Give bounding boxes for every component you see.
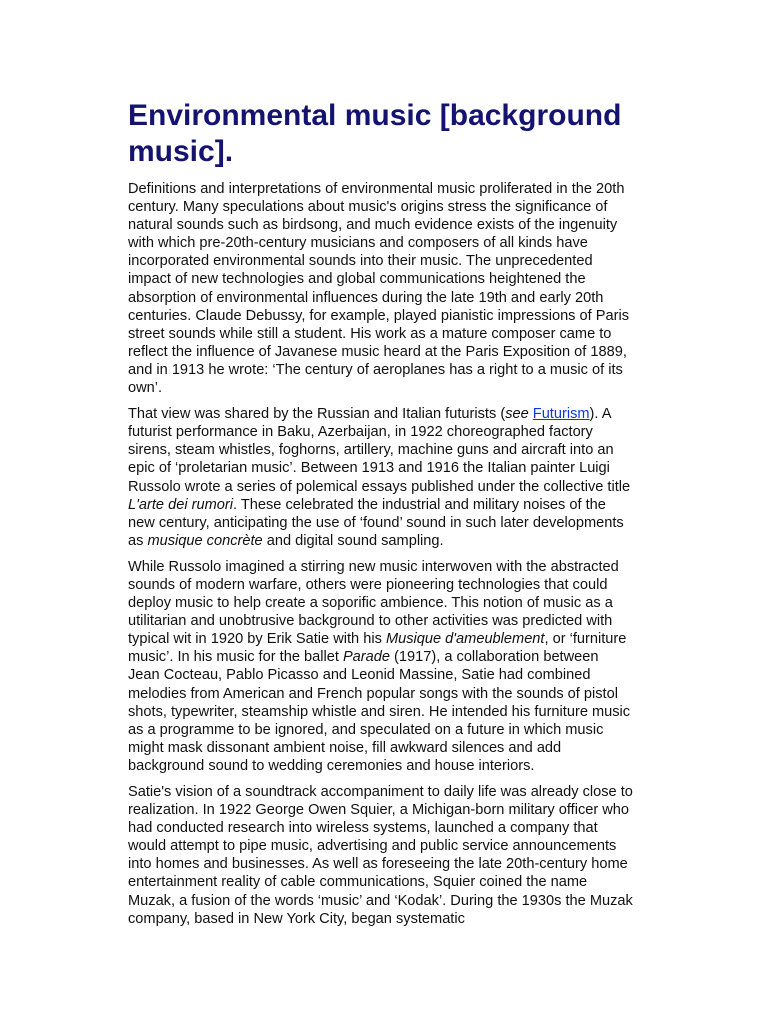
- text-run: and digital sound sampling.: [262, 532, 444, 549]
- document-page: [128, 98, 634, 936]
- paragraph: [128, 405, 634, 550]
- futurism-link[interactable]: Futurism: [532, 406, 590, 423]
- document-body: [128, 180, 634, 928]
- italic-text: musique concrète: [147, 532, 263, 549]
- text-run: , or ‘furniture music’. In his music for the ballet: [128, 631, 627, 666]
- italic-text: Parade: [342, 649, 390, 666]
- text-run: Satie's vision of a soundtrack accompaniment to daily life was already close to realization. In 1922 George Owen Squier, a Michigan-born military officer who had conducted research into wireless systems, launched a company that would attempt to pipe music, advertising and public service announcements into homes and businesses. As well as foreseeing the late 20th-century home entertainment reality of cable communications, Squier coined the name Muzak, a fusion of the words ‘music’ and ‘Kodak’. During the 1930s the Muzak company, based in New York City, began systematic: [128, 784, 633, 927]
- text-run: . These celebrated the industrial and military noises of the new century, anticipating the use of ‘found’ sound in such later developments as: [128, 496, 624, 549]
- text-run: That view was shared by the Russian and Italian futurists (: [128, 406, 506, 423]
- paragraph: [128, 558, 634, 775]
- text-run: ). A futurist performance in Baku, Azerbaijan, in 1922 choreographed factory sirens, steam whistles, foghorns, artillery, machine guns and aircraft into an epic of ‘proletarian music’. Between 1913 and 1916 the Italian painter Luigi Russolo wrote a series of polemical essays published under the collective title: [128, 406, 631, 495]
- paragraph: [128, 783, 634, 928]
- text-run: (1917), a collaboration between Jean Cocteau, Pablo Picasso and Leonid Massine, Satie had combined melodies from American and French popular songs with the sounds of pistol shots, typewriter, steamship whistle and siren. He intended his furniture music as a programme to be ignored, and speculated on a future in which music might mask dissonant ambient noise, fill awkward silences and add background sound to wedding ceremonies and house interiors.: [128, 649, 631, 774]
- document-title: Environmental music [background music].: [128, 99, 622, 168]
- italic-text: L'arte dei rumori: [128, 496, 233, 513]
- text-run: While Russolo imagined a stirring new music interwoven with the abstracted sounds of modern warfare, others were pioneering technologies that could deploy music to help create a soporific ambience. This notion of music as a utilitarian and unobtrusive background to other activities was predicted with typical wit in 1920 by Erik Satie with his: [128, 558, 619, 648]
- text-run: Definitions and interpretations of environmental music proliferated in the 20th century. Many speculations about music's origins stress the significance of natural sounds such as birdsong, and much evidence exists of the ingenuity with which pre-20th-century musicians and composers of all kinds have incorporated environmental sounds into their music. The unprecedented impact of new technologies and global communications heightened the absorption of environmental influences during the late 19th and early 20th centuries. Claude Debussy, for example, played pianistic impressions of Paris street sounds while still a student. His work as a mature composer came to reflect the influence of Javanese music heard at the Paris Exposition of 1889, and in 1913 he wrote: ‘The century of aeroplanes has a right to a music of its own’.: [128, 181, 630, 397]
- italic-text: Musique d'ameublement: [385, 631, 545, 648]
- paragraph: [128, 180, 634, 397]
- italic-text: see: [505, 406, 529, 423]
